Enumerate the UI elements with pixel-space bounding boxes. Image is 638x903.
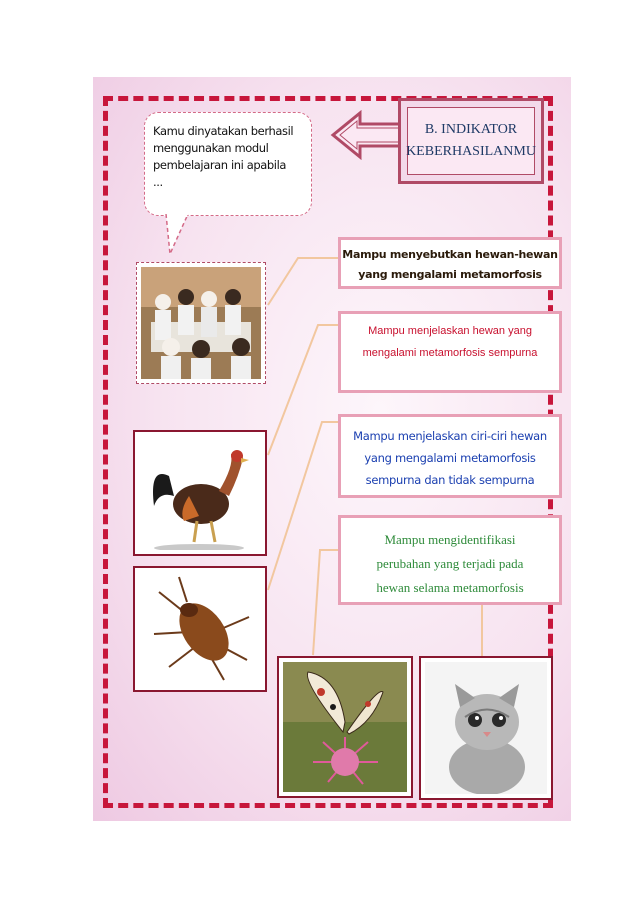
section-title-line1: B. INDIKATOR bbox=[424, 122, 518, 137]
indicator-3 bbox=[338, 414, 562, 498]
butterfly-photo bbox=[277, 656, 413, 798]
indicator-2-line: Mampu menjelaskan hewan yang bbox=[368, 325, 532, 337]
indicator-4-line: hewan selama metamorfosis bbox=[376, 580, 524, 595]
indicator-2-line: mengalami metamorfosis sempurna bbox=[362, 347, 538, 359]
bubble-line: Kamu dinyatakan berhasil bbox=[153, 124, 294, 138]
indicator-4-line: perubahan yang terjadi pada bbox=[376, 556, 524, 571]
indicator-3-line: sempurna dan tidak sempurna bbox=[365, 473, 535, 487]
bubble-line: ... bbox=[153, 175, 163, 189]
kitten-photo bbox=[419, 656, 553, 800]
rooster-photo bbox=[133, 430, 267, 556]
indicator-1-line: Mampu menyebutkan hewan-hewan bbox=[342, 248, 558, 261]
indicator-4-line: Mampu mengidentifikasi bbox=[384, 532, 516, 547]
indicator-3-line: yang mengalami metamorfosis bbox=[364, 451, 536, 465]
indicator-3-line: Mampu menjelaskan ciri-ciri hewan bbox=[353, 429, 547, 443]
indicator-1 bbox=[338, 237, 562, 289]
classroom-photo bbox=[136, 262, 266, 384]
section-title-line2: KEBERHASILANMU bbox=[406, 144, 536, 159]
indicator-4 bbox=[338, 515, 562, 605]
indicator-2 bbox=[338, 311, 562, 393]
indicator-1-line: yang mengalami metamorfosis bbox=[358, 268, 542, 281]
bubble-line: menggunakan modul bbox=[153, 141, 269, 155]
cockroach-photo bbox=[133, 566, 267, 692]
bubble-line: pembelajaran ini apabila bbox=[153, 158, 287, 172]
